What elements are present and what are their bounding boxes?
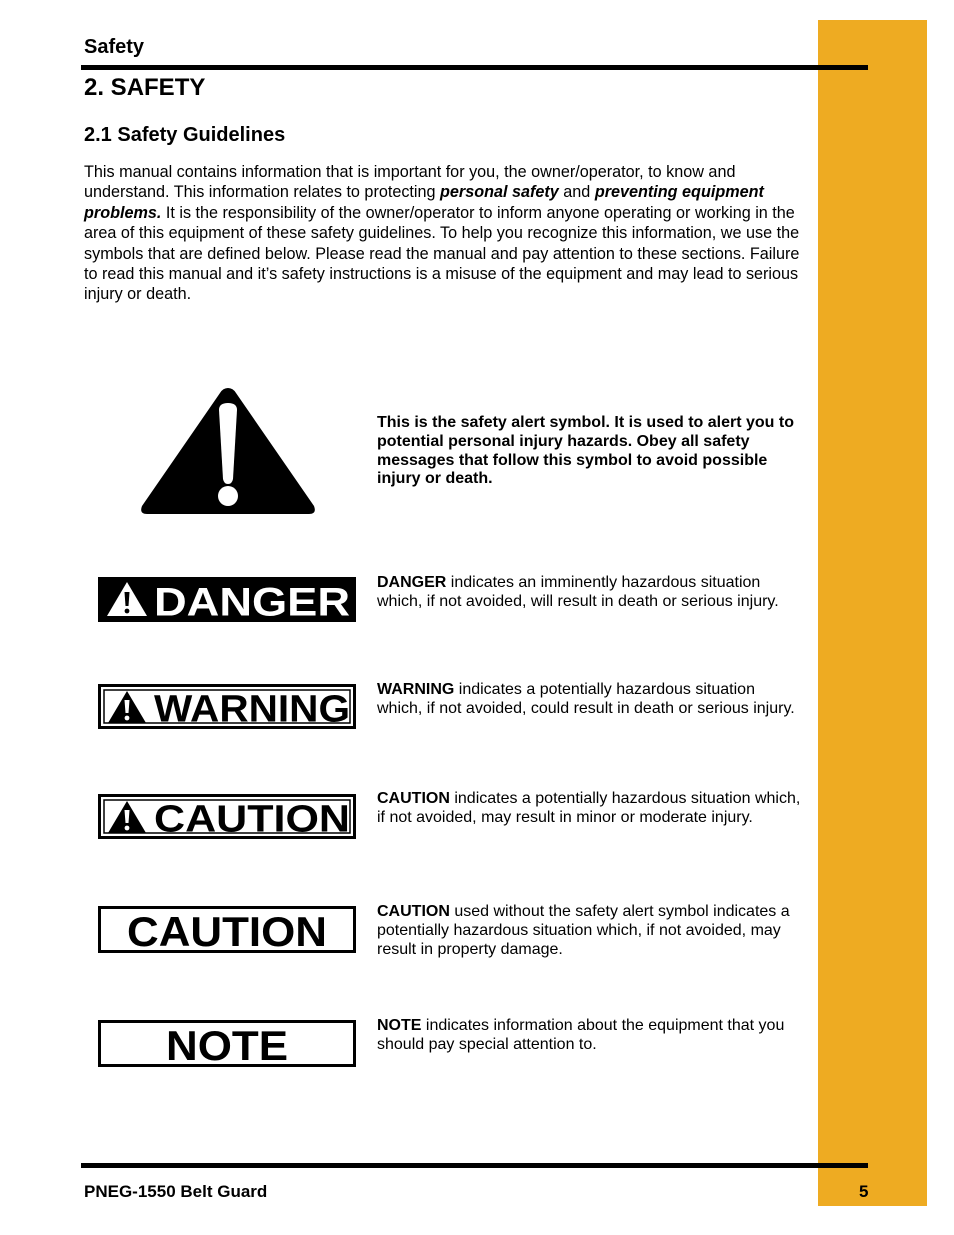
side-color-tab [818, 20, 927, 1206]
caution-no-symbol-text: used without the safety alert symbol indicates a potentially hazardous situation which, if not avoided, may result in property damage. [377, 903, 790, 958]
danger-sign [98, 577, 356, 622]
caution-no-symbol-sign-label: CAUTION [127, 908, 327, 953]
caution-sign [98, 794, 356, 839]
danger-text: indicates an imminently hazardous situation which, if not avoided, will result in death or serious injury. [377, 574, 779, 610]
note-keyword: NOTE [377, 1017, 422, 1034]
footer-page-number: 5 [859, 1182, 869, 1201]
caution-text: indicates a potentially hazardous situation which, if not avoided, may result in minor or moderate injury. [377, 790, 801, 826]
warning-text: indicates a potentially hazardous situation which, if not avoided, could result in death or serious injury. [377, 681, 795, 717]
alert-symbol-description: This is the safety alert symbol. It is used to alert you to potential personal injury hazards. Obey all safety messages that follow this symbol to avoid possible injury or death. [377, 414, 794, 488]
note-description [377, 1017, 807, 1055]
header-rule [81, 65, 868, 70]
caution-no-symbol-description [377, 903, 807, 959]
intro-paragraph [84, 162, 804, 305]
danger-keyword: DANGER [377, 574, 447, 591]
footer-document-title: PNEG-1550 Belt Guard [84, 1182, 268, 1201]
safety-alert-triangle-icon [139, 384, 317, 521]
danger-sign-label: DANGER [154, 580, 351, 622]
intro-text-1: This manual contains information that is important for you, the owner/operator, to know and understand. This information relates to protecting [84, 163, 736, 202]
warning-keyword: WARNING [377, 681, 455, 698]
note-sign-label: NOTE [166, 1022, 288, 1067]
warning-sign [98, 684, 356, 729]
danger-description [377, 574, 807, 612]
note-text: indicates information about the equipment that you should pay special attention to. [377, 1017, 785, 1053]
caution-keyword: CAUTION [377, 790, 450, 807]
warning-description [377, 681, 797, 719]
caution-no-symbol-keyword: CAUTION [377, 903, 450, 920]
chapter-title: 2. SAFETY [84, 74, 206, 101]
intro-text-3: It is the responsibility of the owner/operator to inform anyone operating or working in the area of this equipment of these safety guidelines. To help you recognize this information, we use the symbols that are defined below. Please read the manual and pay attention to these sections. Failure to read this manual and it’s safety instructions is a misuse of the equipment and may lead to serious injury or death. [84, 203, 800, 304]
warning-sign-label: WARNING [154, 688, 350, 729]
footer-rule [81, 1163, 868, 1168]
caution-description [377, 790, 807, 828]
running-header: Safety [84, 36, 145, 58]
caution-sign-label: CAUTION [154, 798, 350, 839]
intro-text-2: and [558, 183, 595, 202]
intro-emphasis-1: personal safety [440, 183, 559, 202]
caution-no-symbol-sign [98, 906, 356, 953]
intro-emphasis-2: preventing equipment problems. [84, 183, 764, 222]
section-title: 2.1 Safety Guidelines [84, 124, 286, 146]
note-sign [98, 1020, 356, 1067]
